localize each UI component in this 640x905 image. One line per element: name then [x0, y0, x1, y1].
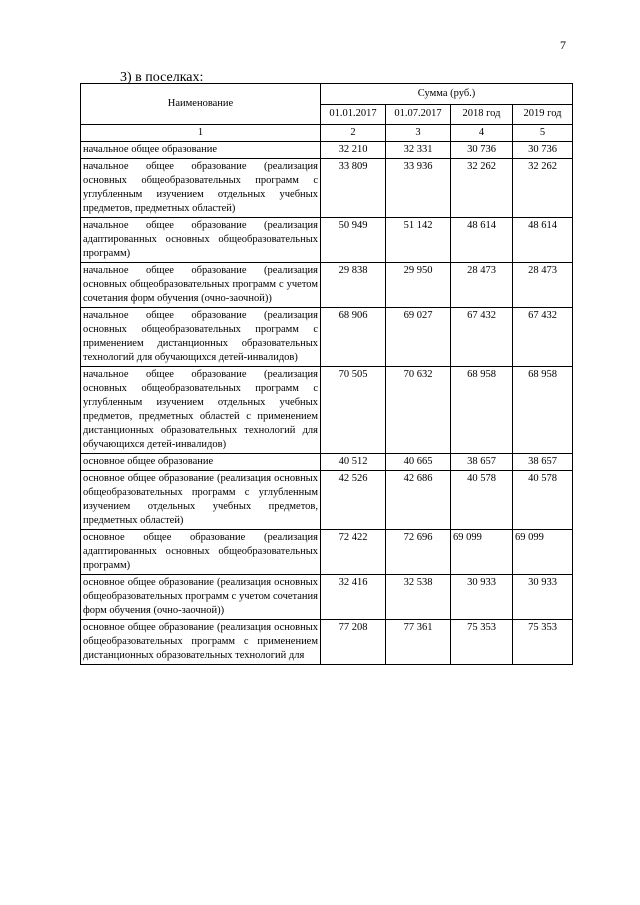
- header-period: 01.01.2017: [321, 104, 386, 125]
- row-value: 69 027: [386, 308, 451, 367]
- table-row: [81, 575, 573, 620]
- table-row: [81, 620, 573, 665]
- row-value: 72 422: [321, 530, 386, 575]
- row-value: 40 578: [513, 471, 573, 530]
- row-value: 40 578: [451, 471, 513, 530]
- page-number: 7: [560, 38, 566, 52]
- row-value: 32 262: [451, 159, 513, 218]
- row-value: 30 933: [451, 575, 513, 620]
- row-value: 32 331: [386, 142, 451, 159]
- row-value: 51 142: [386, 218, 451, 263]
- row-value: 32 262: [513, 159, 573, 218]
- row-value: 40 665: [386, 454, 451, 471]
- row-name: основное общее образование (реализация адаптированных основных общеобразовательных программ): [81, 530, 321, 575]
- column-number: 3: [386, 125, 451, 142]
- row-value: 67 432: [513, 308, 573, 367]
- table-row: [81, 367, 573, 454]
- header-period: 01.07.2017: [386, 104, 451, 125]
- table-row: [81, 471, 573, 530]
- row-name: начальное общее образование (реализация адаптированных основных общеобразовательных программ): [81, 218, 321, 263]
- row-value: 32 210: [321, 142, 386, 159]
- section-title: 3) в поселках:: [120, 70, 204, 85]
- row-value: 32 416: [321, 575, 386, 620]
- row-value: 38 657: [513, 454, 573, 471]
- row-name: начальное общее образование: [81, 142, 321, 159]
- row-value: 28 473: [451, 263, 513, 308]
- header-sum: Сумма (руб.): [321, 84, 573, 105]
- row-value: 68 958: [513, 367, 573, 454]
- row-name: начальное общее образование (реализация основных общеобразовательных программ с применением дистанционных образовательных технологий для обучающихся детей-инвалидов): [81, 308, 321, 367]
- row-value: 75 353: [513, 620, 573, 665]
- row-value: 69 099: [513, 530, 573, 575]
- row-value: 68 906: [321, 308, 386, 367]
- row-value: 28 473: [513, 263, 573, 308]
- table-row: [81, 263, 573, 308]
- row-value: 70 632: [386, 367, 451, 454]
- row-value: 70 505: [321, 367, 386, 454]
- header-period: 2018 год: [451, 104, 513, 125]
- column-number: 5: [513, 125, 573, 142]
- row-value: 50 949: [321, 218, 386, 263]
- header-name: Наименование: [81, 84, 321, 125]
- row-value: 38 657: [451, 454, 513, 471]
- row-name: начальное общее образование (реализация основных общеобразовательных программ с учетом сочетания форм обучения (очно-заочной)): [81, 263, 321, 308]
- row-value: 77 208: [321, 620, 386, 665]
- row-name: начальное общее образование (реализация основных общеобразовательных программ с углубленным изучением отдельных учебных предметов, предметных областей с применением дистанционных образовательных технологий для обучающихся детей-инвалидов): [81, 367, 321, 454]
- row-value: 30 736: [513, 142, 573, 159]
- table-row: [81, 308, 573, 367]
- row-value: 77 361: [386, 620, 451, 665]
- row-value: 33 809: [321, 159, 386, 218]
- table-row: [81, 530, 573, 575]
- cost-table: [80, 83, 573, 665]
- row-value: 30 736: [451, 142, 513, 159]
- row-name: основное общее образование (реализация основных общеобразовательных программ с учетом сочетания форм обучения (очно-заочной)): [81, 575, 321, 620]
- column-number: 1: [81, 125, 321, 142]
- row-value: 29 950: [386, 263, 451, 308]
- table-row: [81, 159, 573, 218]
- table-row: [81, 218, 573, 263]
- row-value: 72 696: [386, 530, 451, 575]
- row-value: 69 099: [451, 530, 513, 575]
- row-name: основное общее образование (реализация основных общеобразовательных программ с углубленным изучением отдельных учебных предметов, предметных областей): [81, 471, 321, 530]
- row-value: 40 512: [321, 454, 386, 471]
- row-value: 33 936: [386, 159, 451, 218]
- row-value: 67 432: [451, 308, 513, 367]
- row-name: основное общее образование: [81, 454, 321, 471]
- row-value: 48 614: [513, 218, 573, 263]
- row-value: 30 933: [513, 575, 573, 620]
- header-period: 2019 год: [513, 104, 573, 125]
- row-value: 48 614: [451, 218, 513, 263]
- column-number: 4: [451, 125, 513, 142]
- row-name: начальное общее образование (реализация основных общеобразовательных программ с углубленным изучением отдельных учебных предметов, предметных областей): [81, 159, 321, 218]
- row-value: 42 686: [386, 471, 451, 530]
- table-row: [81, 454, 573, 471]
- table-row: [81, 142, 573, 159]
- row-value: 42 526: [321, 471, 386, 530]
- row-name: основное общее образование (реализация основных общеобразовательных программ с применением дистанционных образовательных технологий для: [81, 620, 321, 665]
- row-value: 68 958: [451, 367, 513, 454]
- row-value: 32 538: [386, 575, 451, 620]
- row-value: 29 838: [321, 263, 386, 308]
- row-value: 75 353: [451, 620, 513, 665]
- column-number: 2: [321, 125, 386, 142]
